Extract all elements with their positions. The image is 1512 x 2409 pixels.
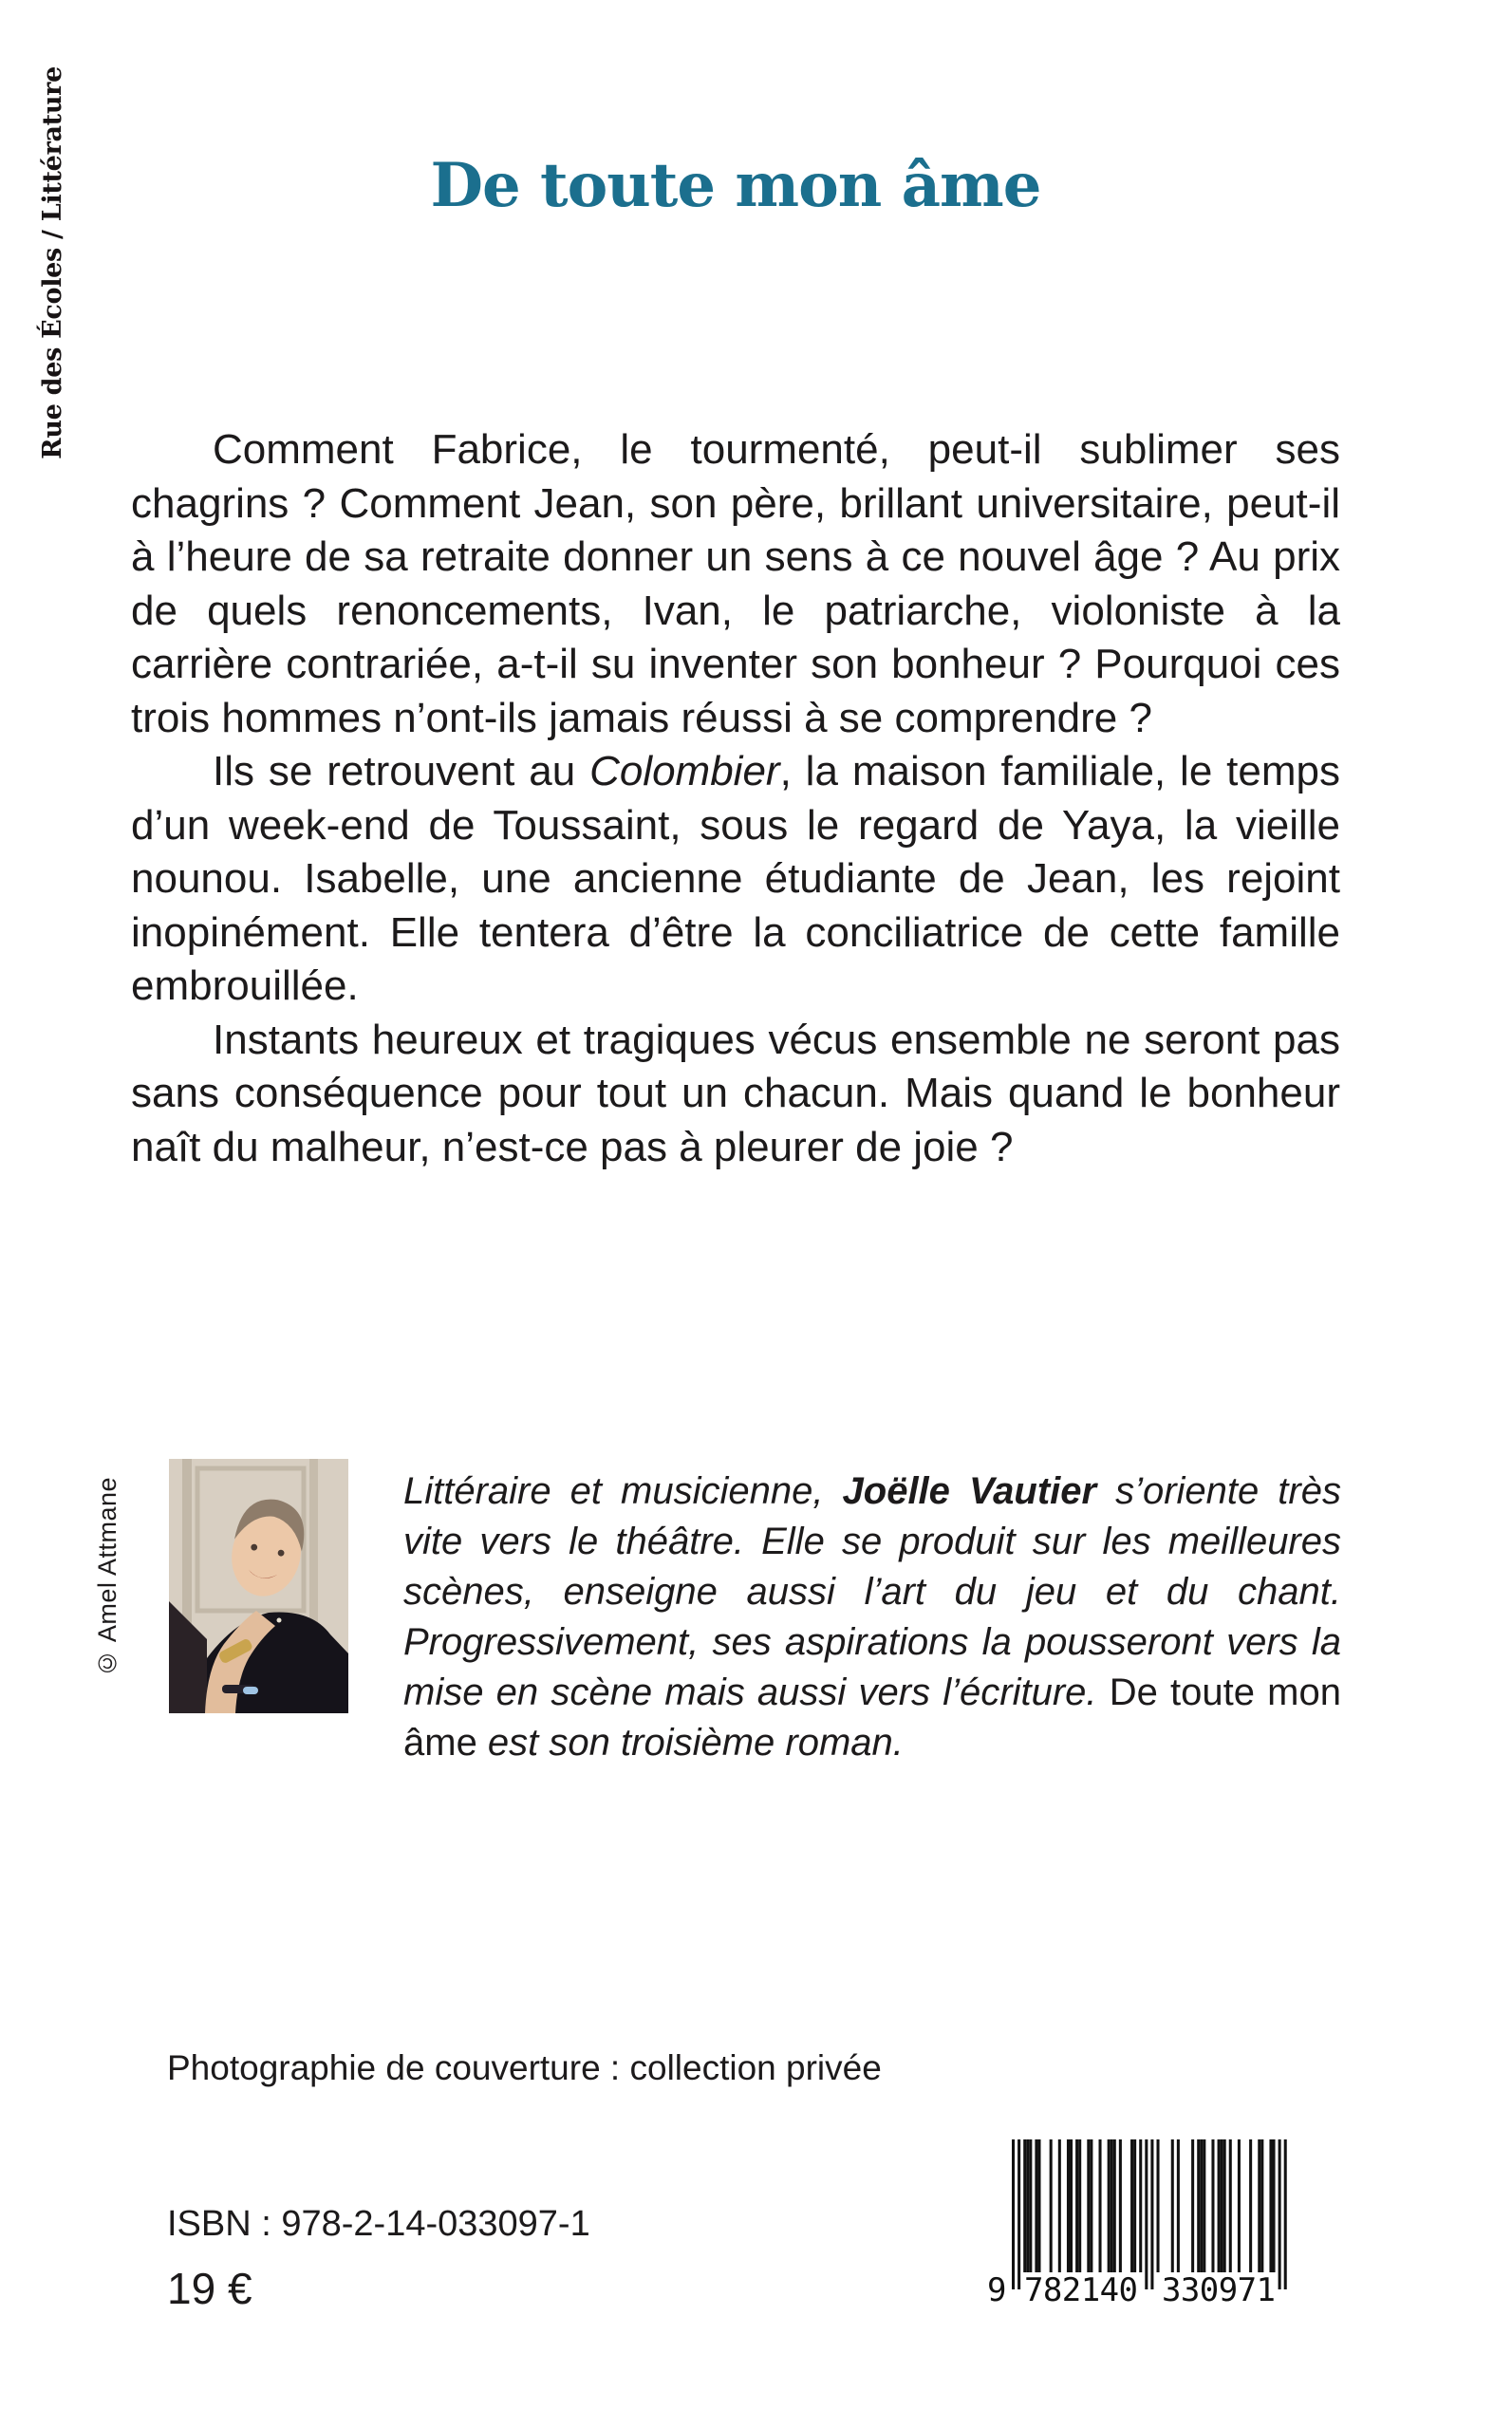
synopsis-paragraph-3-text: Instants heureux et tragiques vécus ensemble ne seront pas sans conséquence pour tout un chacun. Mais quand le bonheur naît du malheur, n’est-ce pas à pleurer de joie ? [131, 1016, 1340, 1170]
price: 19 € [167, 2264, 252, 2313]
synopsis-paragraph-1-text: Comment Fabrice, le tourmenté, peut-il sublimer ses chagrins ? Comment Jean, son père, brillant universitaire, peut-il à l’heure de sa retraite donner un sens à ce nouvel âge ? Au prix de quels renoncements, Ivan, le patriarche, violoniste à la carrière contrariée, a-t-il su inventer son bonheur ? Pourquoi ces trois hommes n’ont-ils jamais réussi à se comprendre ? [131, 426, 1340, 741]
bio-middle: s’oriente très vite vers le théâtre. Elle se produit sur les meilleures scènes, enseigne aussi l’art du jeu et du chant. Progressivement, ses aspirations la pousseront vers la mise en scène mais aussi vers l’écriture. [403, 1470, 1341, 1713]
author-bio [403, 1466, 1341, 1768]
photo-credit-text: © Amel Attmane [93, 1477, 121, 1678]
house-name-italic: Colombier [589, 748, 780, 794]
barcode-bars [1012, 2139, 1287, 2289]
bio-end: est son troisième roman. [476, 1722, 904, 1764]
synopsis-paragraph-2-text-start: Ils se retrouvent au [213, 748, 590, 794]
author-photo [169, 1459, 348, 1713]
barcode-digits-right: 330971 [1162, 2271, 1276, 2305]
author-name: Joëlle Vautier [842, 1470, 1097, 1512]
synopsis-paragraph-3 [131, 1014, 1340, 1175]
barcode [985, 2138, 1289, 2305]
photo-credit [93, 1477, 122, 1682]
collection-spine-text: Rue des Écoles / Littérature [38, 66, 67, 459]
blue-band [243, 1687, 258, 1694]
book-title-mention: De toute mon âme [403, 1671, 1341, 1764]
book-title: De toute mon âme [430, 150, 1041, 221]
barcode-digit-leading: 9 [987, 2271, 1007, 2305]
cover-photo-credit-line: Photographie de couverture : collection privée [167, 2048, 882, 2087]
isbn-line: ISBN : 978-2-14-033097-1 [167, 2204, 590, 2244]
collection-spine-label [38, 66, 67, 464]
synopsis-paragraph-2-text-end: , la maison familiale, le temps d’un week-end de Toussaint, sous le regard de Yaya, la vieille nounou. Isabelle, une ancienne étudiante de Jean, les rejoint inopinément. Elle tentera d’être la conciliatrice de cette famille embrouillée. [131, 748, 1340, 1009]
synopsis-paragraph-1 [131, 423, 1340, 745]
synopsis-paragraph-2 [131, 745, 1340, 1014]
bio-intro: Littéraire et musicienne, [403, 1470, 843, 1512]
synopsis [131, 423, 1340, 1174]
barcode-digits-left: 782140 [1024, 2271, 1138, 2305]
